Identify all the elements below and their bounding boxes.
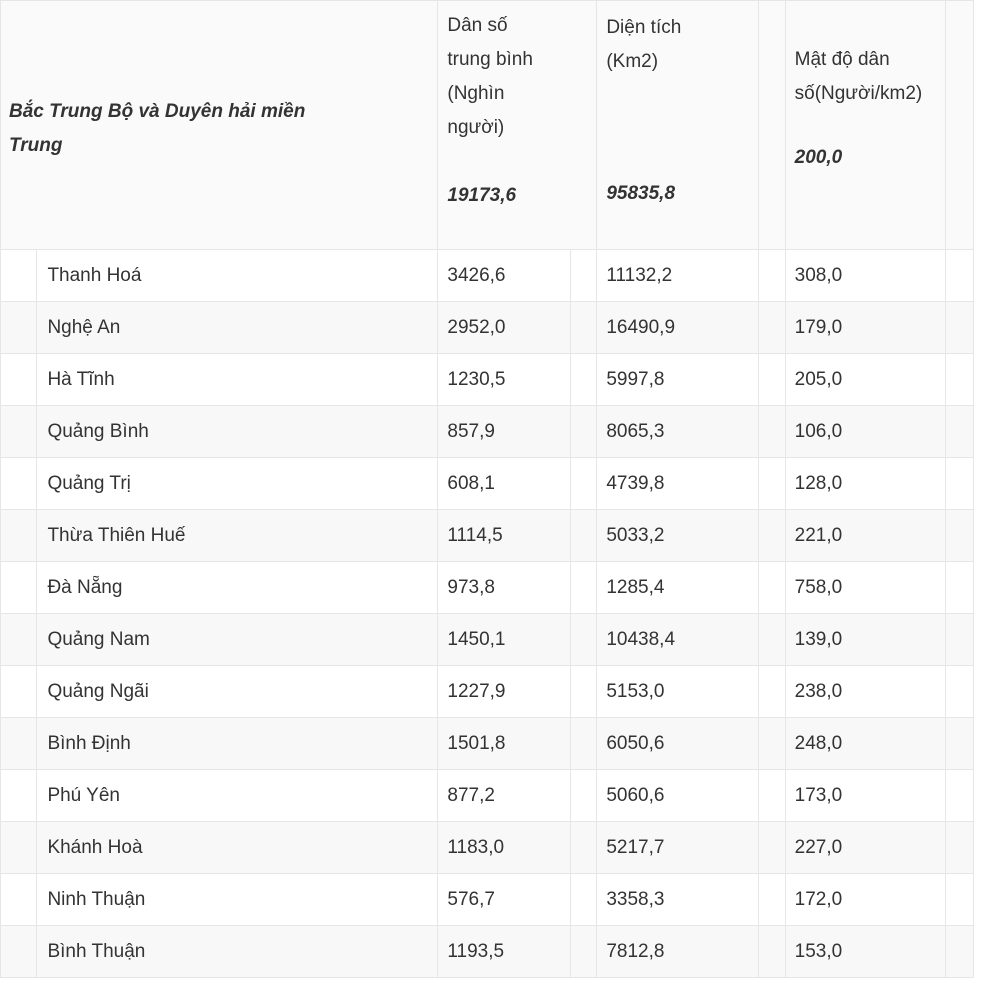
row-spacer	[1, 614, 37, 666]
row-spacer	[1, 458, 37, 510]
province-name: Bình Thuận	[37, 926, 438, 978]
density-total: 200,0	[794, 147, 843, 168]
row-spacer	[759, 458, 785, 510]
row-spacer	[945, 770, 973, 822]
province-name: Quảng Trị	[37, 458, 438, 510]
population-value: 1450,1	[438, 614, 571, 666]
row-spacer	[1, 874, 37, 926]
row-spacer	[571, 770, 597, 822]
row-spacer	[945, 562, 973, 614]
row-spacer	[759, 614, 785, 666]
row-spacer	[945, 510, 973, 562]
province-name: Thanh Hoá	[37, 250, 438, 302]
population-value: 1227,9	[438, 666, 571, 718]
density-label-line: Mật độ dân	[794, 49, 890, 70]
density-value: 238,0	[785, 666, 945, 718]
area-value: 5153,0	[597, 666, 759, 718]
row-spacer	[1, 770, 37, 822]
area-label-line: (Km2)	[606, 51, 659, 72]
population-value: 608,1	[438, 458, 571, 510]
row-spacer	[945, 666, 973, 718]
row-spacer	[571, 926, 597, 978]
row-spacer	[571, 406, 597, 458]
population-label-line: (Nghìn	[447, 83, 505, 104]
province-name: Nghệ An	[37, 302, 438, 354]
area-total: 95835,8	[606, 183, 676, 204]
row-spacer	[759, 406, 785, 458]
area-label-line: Diện tích	[606, 17, 682, 38]
density-value: 221,0	[785, 510, 945, 562]
row-spacer	[759, 770, 785, 822]
density-value: 139,0	[785, 614, 945, 666]
table-row	[1, 718, 974, 770]
density-value: 128,0	[785, 458, 945, 510]
population-value: 1183,0	[438, 822, 571, 874]
population-label-line: người)	[447, 117, 505, 138]
population-value: 877,2	[438, 770, 571, 822]
area-value: 7812,8	[597, 926, 759, 978]
row-spacer	[571, 250, 597, 302]
area-value: 4739,8	[597, 458, 759, 510]
row-spacer	[945, 822, 973, 874]
province-name: Khánh Hoà	[37, 822, 438, 874]
density-value: 248,0	[785, 718, 945, 770]
province-name: Quảng Ngãi	[37, 666, 438, 718]
density-value: 308,0	[785, 250, 945, 302]
province-name: Đà Nẵng	[37, 562, 438, 614]
table-row	[1, 614, 974, 666]
row-spacer	[1, 406, 37, 458]
area-value: 5033,2	[597, 510, 759, 562]
table-row	[1, 926, 974, 978]
row-spacer	[759, 874, 785, 926]
population-value: 1114,5	[438, 510, 571, 562]
province-name: Quảng Nam	[37, 614, 438, 666]
area-value: 3358,3	[597, 874, 759, 926]
row-spacer	[945, 250, 973, 302]
row-spacer	[759, 666, 785, 718]
density-value: 227,0	[785, 822, 945, 874]
area-value: 5217,7	[597, 822, 759, 874]
row-spacer	[945, 614, 973, 666]
population-value: 1193,5	[438, 926, 571, 978]
row-spacer	[571, 510, 597, 562]
population-value: 2952,0	[438, 302, 571, 354]
row-spacer	[945, 926, 973, 978]
table-row	[1, 458, 974, 510]
table-row	[1, 562, 974, 614]
area-header-cell	[597, 1, 759, 250]
row-spacer	[571, 458, 597, 510]
row-spacer	[945, 302, 973, 354]
population-value: 576,7	[438, 874, 571, 926]
table-row	[1, 510, 974, 562]
row-spacer	[1, 926, 37, 978]
density-value: 172,0	[785, 874, 945, 926]
row-spacer	[1, 510, 37, 562]
density-value: 173,0	[785, 770, 945, 822]
row-spacer	[571, 302, 597, 354]
table-row	[1, 770, 974, 822]
area-value: 5060,6	[597, 770, 759, 822]
table-row	[1, 354, 974, 406]
population-label-line: trung bình	[447, 49, 533, 70]
table-row	[1, 874, 974, 926]
table-row	[1, 302, 974, 354]
area-value: 8065,3	[597, 406, 759, 458]
table-row	[1, 250, 974, 302]
row-spacer	[1, 822, 37, 874]
row-spacer	[1, 666, 37, 718]
population-label-line: Dân số	[447, 15, 508, 36]
row-spacer	[571, 874, 597, 926]
area-value: 10438,4	[597, 614, 759, 666]
density-value: 205,0	[785, 354, 945, 406]
row-spacer	[571, 614, 597, 666]
row-spacer	[759, 354, 785, 406]
province-name: Quảng Bình	[37, 406, 438, 458]
population-header-cell	[438, 1, 597, 250]
row-spacer	[759, 302, 785, 354]
row-spacer	[759, 822, 785, 874]
area-value: 1285,4	[597, 562, 759, 614]
row-spacer	[759, 718, 785, 770]
row-spacer	[1, 354, 37, 406]
density-label-line: số(Người/km2)	[794, 83, 923, 104]
density-value: 758,0	[785, 562, 945, 614]
density-header-cell	[785, 1, 945, 250]
area-value: 5997,8	[597, 354, 759, 406]
header-row	[1, 1, 974, 250]
row-spacer	[1, 562, 37, 614]
table-row	[1, 822, 974, 874]
row-spacer	[759, 250, 785, 302]
province-name: Thừa Thiên Huế	[37, 510, 438, 562]
province-name: Hà Tĩnh	[37, 354, 438, 406]
row-spacer	[945, 458, 973, 510]
population-value: 3426,6	[438, 250, 571, 302]
table-row	[1, 666, 974, 718]
row-spacer	[571, 718, 597, 770]
region-name: Bắc Trung Bộ và Duyên hải miền Trung	[9, 101, 306, 156]
population-value: 973,8	[438, 562, 571, 614]
row-spacer	[759, 562, 785, 614]
row-spacer	[1, 250, 37, 302]
row-spacer	[759, 510, 785, 562]
province-name: Bình Định	[37, 718, 438, 770]
area-value: 11132,2	[597, 250, 759, 302]
row-spacer	[571, 666, 597, 718]
density-value: 153,0	[785, 926, 945, 978]
area-value: 6050,6	[597, 718, 759, 770]
population-total: 19173,6	[447, 185, 517, 206]
density-value: 106,0	[785, 406, 945, 458]
population-value: 1501,8	[438, 718, 571, 770]
table-row	[1, 406, 974, 458]
row-spacer	[945, 874, 973, 926]
province-name: Ninh Thuận	[37, 874, 438, 926]
row-spacer	[945, 406, 973, 458]
row-spacer	[1, 302, 37, 354]
population-value: 1230,5	[438, 354, 571, 406]
province-name: Phú Yên	[37, 770, 438, 822]
row-spacer	[571, 354, 597, 406]
row-spacer	[945, 354, 973, 406]
row-spacer	[571, 822, 597, 874]
area-value: 16490,9	[597, 302, 759, 354]
row-spacer	[571, 562, 597, 614]
region-header-cell	[1, 1, 438, 250]
row-spacer	[945, 718, 973, 770]
population-value: 857,9	[438, 406, 571, 458]
row-spacer	[759, 926, 785, 978]
row-spacer	[1, 718, 37, 770]
density-value: 179,0	[785, 302, 945, 354]
